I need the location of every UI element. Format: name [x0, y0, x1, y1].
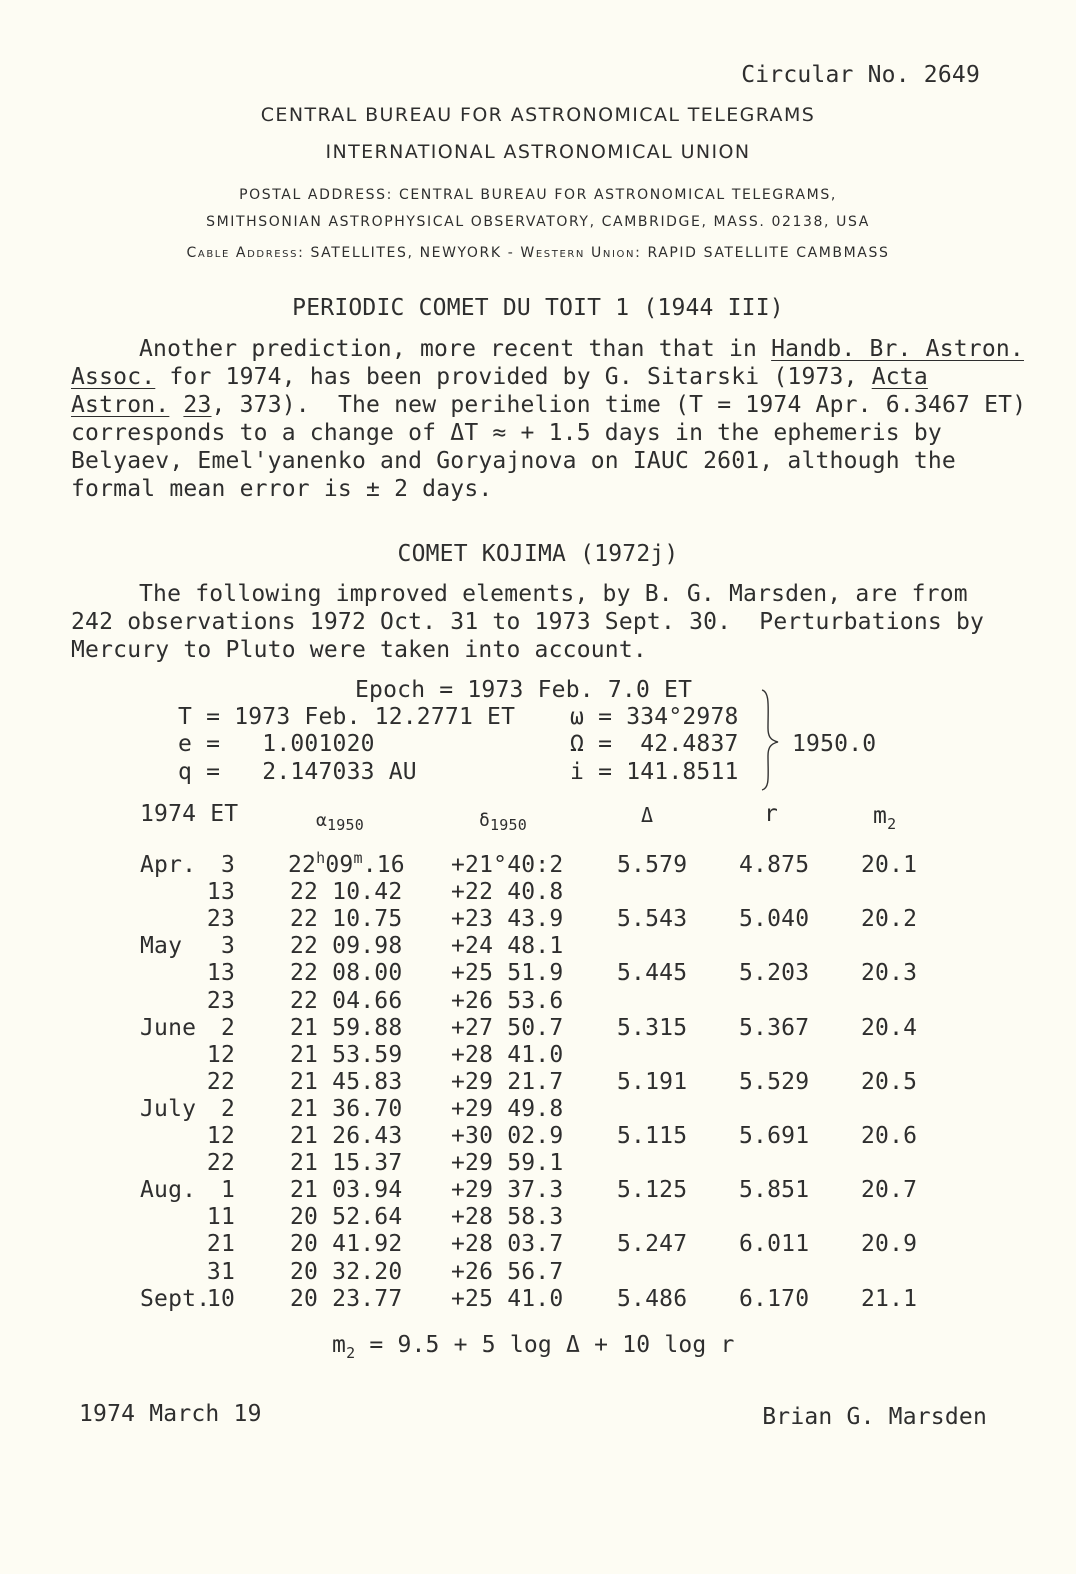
issue-date: 1974 March 19 [79, 1401, 262, 1427]
text-run: Another prediction, more recent than that in [139, 336, 772, 362]
ra-value: 21 53.59 [290, 1042, 403, 1068]
ra-hours: 22 [288, 852, 317, 878]
col-header-magnitude [873, 802, 896, 832]
geo-distance-value: 5.579 [617, 852, 688, 878]
section2-title: COMET KOJIMA (1972j) [397, 541, 679, 567]
table-row [0, 1014, 1076, 1041]
delta-symbol: δ [479, 810, 491, 831]
geo-distance-value: 5.315 [617, 1015, 688, 1041]
magnitude-formula [332, 1331, 735, 1361]
element-T: T = 1973 Feb. 12.2771 ET [178, 704, 516, 730]
ra-value: 22 09.98 [290, 933, 403, 959]
geo-distance-value: 5.115 [617, 1123, 688, 1149]
dec-value: +22 40.8 [451, 879, 564, 905]
para-line: formal mean error is ± 2 days. [71, 476, 493, 502]
ra-hour-unit: h [316, 849, 326, 867]
ra-seconds: 16 [376, 852, 405, 878]
geo-distance-value: 5.191 [617, 1069, 688, 1095]
para-line [71, 391, 1027, 419]
element-q: q = 2.147033 AU [178, 759, 417, 785]
journal-ref: Astron. [71, 392, 170, 418]
date-day: 11 [206, 1204, 235, 1230]
table-row [0, 1068, 1076, 1095]
epoch-line: Epoch = 1973 Feb. 7.0 ET [355, 677, 693, 703]
magnitude-value: 20.5 [861, 1069, 918, 1095]
ra-value: 20 52.64 [290, 1204, 403, 1230]
helio-distance-value: 6.011 [739, 1231, 810, 1257]
table-row [0, 905, 1076, 932]
union-heading: INTERNATIONAL ASTRONOMICAL UNION [325, 141, 751, 163]
date-day: 13 [206, 960, 235, 986]
date-month: Apr. [140, 852, 197, 878]
col-header-helio-distance: r [764, 801, 779, 827]
date-day: 3 [220, 852, 235, 878]
date-day: 22 [206, 1069, 235, 1095]
ra-value: 21 26.43 [290, 1123, 403, 1149]
ra-value: 22 10.75 [290, 906, 403, 932]
ra-value: 21 36.70 [290, 1096, 403, 1122]
element-node: Ω = 42.4837 [570, 731, 739, 757]
dec-value: +25 41.0 [451, 1286, 564, 1312]
western-union-label: Western Union: [520, 245, 642, 261]
dec-value: +21°40:2 [451, 852, 564, 878]
magnitude-value: 21.1 [861, 1286, 918, 1312]
para-line: Mercury to Pluto were taken into account. [71, 637, 647, 663]
date-day: 1 [220, 1177, 235, 1203]
table-row [0, 932, 1076, 959]
text-run: for 1974, has been provided by G. Sitarski (1973, [155, 364, 872, 390]
dec-value: +23 43.9 [451, 906, 564, 932]
cable-value: SATELLITES, NEWYORK - [304, 245, 521, 261]
elements-brace [756, 688, 786, 792]
table-row [0, 851, 1076, 878]
date-day: 31 [206, 1259, 235, 1285]
helio-distance-value: 5.367 [739, 1015, 810, 1041]
dec-value: +30 02.9 [451, 1123, 564, 1149]
ra-value: 22 10.42 [290, 879, 403, 905]
geo-distance-value: 5.486 [617, 1286, 688, 1312]
para-line: Belyaev, Emel'yanenko and Goryajnova on IAUC 2601, although the [71, 448, 956, 474]
postal-address-line2: SMITHSONIAN ASTROPHYSICAL OBSERVATORY, CAMBRIDGE, MASS. 02138, USA [206, 214, 870, 230]
dec-value: +24 48.1 [451, 933, 564, 959]
table-row [0, 1041, 1076, 1068]
section1-paragraph [71, 335, 1027, 503]
alpha-symbol: α [316, 810, 328, 831]
magnitude-value: 20.3 [861, 960, 918, 986]
geo-distance-value: 5.445 [617, 960, 688, 986]
date-day: 13 [206, 879, 235, 905]
dec-value: +28 03.7 [451, 1231, 564, 1257]
ra-value: 20 32.20 [290, 1259, 403, 1285]
element-e: e = 1.001020 [178, 731, 375, 757]
ra-value: 22 08.00 [290, 960, 403, 986]
date-day: 12 [206, 1123, 235, 1149]
signature: Brian G. Marsden [762, 1404, 987, 1430]
dec-value: +25 51.9 [451, 960, 564, 986]
date-day: 21 [206, 1231, 235, 1257]
helio-distance-value: 6.170 [739, 1286, 810, 1312]
magnitude-value: 20.4 [861, 1015, 918, 1041]
section2-paragraph [71, 580, 1011, 664]
helio-distance-value: 4.875 [739, 852, 810, 878]
dec-value: +29 37.3 [451, 1177, 564, 1203]
helio-distance-value: 5.203 [739, 960, 810, 986]
col-header-geo-distance: Δ [641, 803, 654, 827]
table-row [0, 1258, 1076, 1285]
dec-subscript: 1950 [490, 816, 527, 834]
date-day: 2 [220, 1096, 235, 1122]
para-line: The following improved elements, by B. G. Marsden, are from [139, 581, 968, 607]
dec-value: +28 58.3 [451, 1204, 564, 1230]
text-run [169, 392, 183, 418]
journal-ref: Handb. Br. Astron. [771, 336, 1024, 362]
geo-distance-value: 5.543 [617, 906, 688, 932]
element-omega: ω = 334°2978 [570, 704, 739, 730]
magnitude-value: 20.1 [861, 852, 918, 878]
ra-value: 21 03.94 [290, 1177, 403, 1203]
date-day: 12 [206, 1042, 235, 1068]
volume-ref: 23 [183, 392, 212, 418]
table-row [0, 959, 1076, 986]
m-subscript: 2 [887, 815, 897, 833]
ra-value: 20 41.92 [290, 1231, 403, 1257]
dec-value: +26 53.6 [451, 988, 564, 1014]
dec-value: +28 41.0 [451, 1042, 564, 1068]
ra-value [288, 851, 405, 881]
helio-distance-value: 5.691 [739, 1123, 810, 1149]
date-month: June [140, 1015, 197, 1041]
circular-number: Circular No. 2649 [741, 62, 980, 88]
helio-distance-value: 5.040 [739, 906, 810, 932]
date-month: Sept. [140, 1286, 211, 1312]
dec-value: +29 21.7 [451, 1069, 564, 1095]
para-line: 242 observations 1972 Oct. 31 to 1973 Sept. 30. Perturbations by [71, 609, 985, 635]
formula-m: m [332, 1332, 347, 1358]
table-row [0, 878, 1076, 905]
date-day: 3 [220, 933, 235, 959]
dec-value: +26 56.7 [451, 1259, 564, 1285]
m-symbol: m [873, 803, 888, 829]
formula-subscript: 2 [346, 1344, 356, 1362]
ra-value: 21 59.88 [290, 1015, 403, 1041]
geo-distance-value: 5.125 [617, 1177, 688, 1203]
table-row [0, 987, 1076, 1014]
para-line: corresponds to a change of ΔT ≈ + 1.5 days in the ephemeris by [71, 420, 942, 446]
text-run: , 373). The new perihelion time (T = 1974 Apr. 6.3467 ET) [211, 392, 1027, 418]
table-row [0, 1149, 1076, 1176]
cable-label: Cable Address: [186, 245, 305, 261]
table-row [0, 1285, 1076, 1312]
date-month: May [140, 933, 183, 959]
western-union-value: RAPID SATELLITE CAMBMASS [641, 245, 890, 261]
journal-ref: Acta [871, 364, 928, 390]
date-day: 23 [206, 906, 235, 932]
section1-title: PERIODIC COMET DU TOIT 1 (1944 III) [292, 295, 784, 321]
date-day: 2 [220, 1015, 235, 1041]
magnitude-value: 20.2 [861, 906, 918, 932]
table-row [0, 1095, 1076, 1122]
table-row [0, 1122, 1076, 1149]
journal-ref: Assoc. [71, 364, 156, 390]
ra-value: 20 23.77 [290, 1286, 403, 1312]
ra-minute-unit: m [353, 849, 363, 867]
element-inclination: i = 141.8511 [570, 759, 739, 785]
formula-rest: = 9.5 + 5 log Δ + 10 log r [355, 1332, 735, 1358]
table-row [0, 1230, 1076, 1257]
cable-address [0, 245, 1076, 261]
date-month: July [140, 1096, 197, 1122]
para-line [71, 335, 1024, 363]
ra-subscript: 1950 [327, 816, 364, 834]
col-header-date: 1974 ET [140, 801, 239, 827]
ra-seconds-point: . [362, 852, 377, 878]
ra-value: 22 04.66 [290, 988, 403, 1014]
date-day: 10 [206, 1286, 235, 1312]
table-row [0, 1203, 1076, 1230]
col-header-dec [479, 805, 527, 835]
col-header-ra [316, 805, 364, 835]
geo-distance-value: 5.247 [617, 1231, 688, 1257]
magnitude-value: 20.9 [861, 1231, 918, 1257]
dec-value: +29 49.8 [451, 1096, 564, 1122]
helio-distance-value: 5.529 [739, 1069, 810, 1095]
equinox-label: 1950.0 [792, 731, 877, 757]
magnitude-value: 20.7 [861, 1177, 918, 1203]
date-day: 23 [206, 988, 235, 1014]
para-line [71, 363, 1011, 391]
magnitude-value: 20.6 [861, 1123, 918, 1149]
ra-value: 21 15.37 [290, 1150, 403, 1176]
postal-address-line1: POSTAL ADDRESS: CENTRAL BUREAU FOR ASTRONOMICAL TELEGRAMS, [239, 187, 837, 203]
date-day: 22 [206, 1150, 235, 1176]
ra-minutes: 09 [325, 852, 354, 878]
dec-value: +29 59.1 [451, 1150, 564, 1176]
ra-value: 21 45.83 [290, 1069, 403, 1095]
bureau-heading: CENTRAL BUREAU FOR ASTRONOMICAL TELEGRAMS [260, 104, 816, 126]
table-row [0, 1176, 1076, 1203]
helio-distance-value: 5.851 [739, 1177, 810, 1203]
dec-value: +27 50.7 [451, 1015, 564, 1041]
date-month: Aug. [140, 1177, 197, 1203]
